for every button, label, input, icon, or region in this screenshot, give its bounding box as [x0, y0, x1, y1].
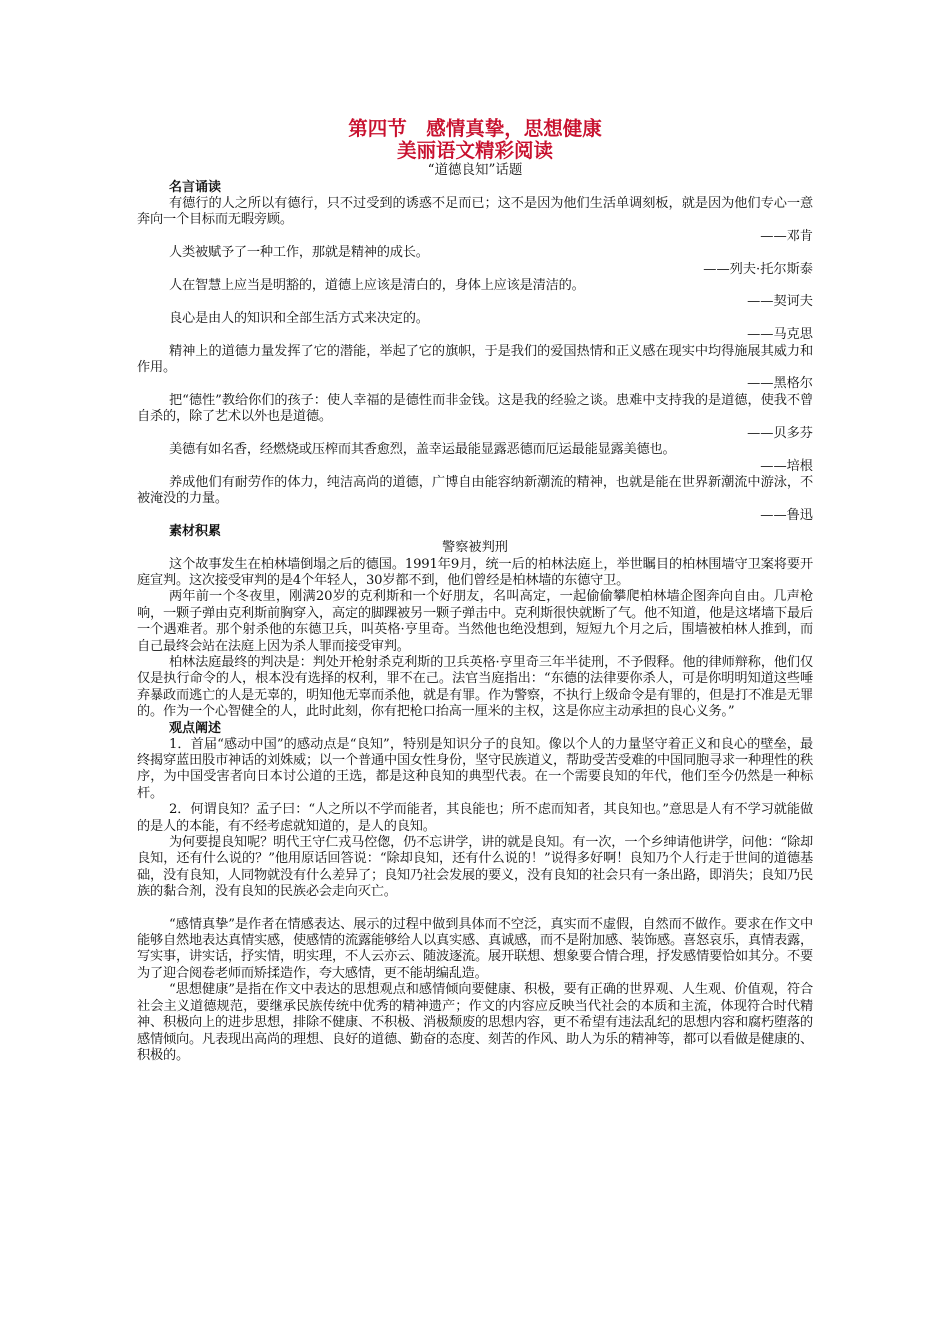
quote-text: 有德行的人之所以有德行，只不过受到的诱惑不足而已；这不是因为他们生活单调刻板，就是因为他们专心一意奔向一个目标而无暇旁顾。 [137, 196, 813, 228]
story-paragraph: 两年前一个冬夜里，刚满20岁的克利斯和一个好朋友，名叫高定，一起偷偷攀爬柏林墙企图奔向自由。几声枪响，一颗子弹由克利斯前胸穿入，高定的脚踝被另一颗子弹击中。克利斯很快就断了气。他不知道，他是这堵墙下最后一个遇难者。那个射杀他的东德卫兵，叫英格·亨里奇。当然他也绝没想到，短短九个月之后，围墙被柏林人推到，而自己最终会站在法庭上因为杀人罪而接受审判。 [137, 589, 813, 654]
explanation-paragraph: “感情真挚”是作者在情感表达、展示的过程中做到具体而不空泛，真实而不虚假，自然而不做作。要求在作文中能够自然地表达真情实感，使感情的流露能够给人以真实感、真诚感，而不是附加感、装饰感。喜怒哀乐，真情表露，写实事，讲实话，抒实情，明实理，不人云亦云、随波逐流。展开联想、想象要合情合理，抒发感情要恰如其分。不要为了迎合阅卷老师而矫揉造作，夸大感情，更不能胡编乱造。 [137, 916, 813, 981]
quote-source: ——契诃夫 [747, 294, 813, 310]
quotes-heading: 名言诵读 [169, 180, 222, 195]
quote-source: ——鲁迅 [760, 507, 813, 523]
quote-text: 把“德性”教给你们的孩子：使人幸福的是德性而非金钱。这是我的经验之谈。患难中支持我的是道德，使我不曾自杀的，除了艺术以外也是道德。 [137, 392, 813, 425]
viewpoint-heading: 观点阐述 [169, 720, 222, 736]
quote-source: ——培根 [760, 458, 813, 474]
section-spacer [137, 901, 813, 917]
explanation-paragraph: “思想健康”是指在作文中表达的思想观点和感情倾向要健康、积极，要有正确的世界观、人生观、价值观，符合社会主义道德规范，要继承民族传统中优秀的精神遗产；作文的内容应反映当代社会的本质和主流，体现符合时代精神、积极向上的进步思想，排除不健康、不积极、消极颓废的思想内容，更不希望有违法乱纪的思想内容和腐朽堕落的感情倾向。凡表现出高尚的理想、良好的道德、勤奋的态度、刻苦的作风、助人为乐的精神等，都可以看做是健康的、积极的。 [137, 982, 813, 1063]
viewpoint-paragraph: 为何要提良知呢？明代王守仁戎马倥偬，仍不忘讲学，讲的就是良知。有一次，一个乡绅请他讲学，问他：“除却良知，还有什么说的？”他用原话回答说：“除却良知，还有什么说的！”说得多好啊！良知乃个人行走于世间的道德基础，没有良知，人同物就没有什么差异了；良知乃社会发展的要义，没有良知的社会只有一条出路，即消失；良知乃民族的黏合剂，没有良知的民族必会走向灭亡。 [137, 835, 813, 900]
quote-text: 人类被赋予了一种工作，那就是精神的成长。 [169, 245, 429, 261]
topic-subtitle: “道德良知”话题 [427, 162, 523, 178]
quote-text: 良心是由人的知识和全部生活方式来决定的。 [169, 310, 429, 326]
page-title-secondary: 美丽语文精彩阅读 [396, 139, 553, 162]
quote-source: ——马克思 [747, 327, 813, 343]
quote-text: 精神上的道德力量发挥了它的潜能，举起了它的旗帜，于是我们的爱国热情和正义感在现实中均得施展其威力和作用。 [137, 343, 813, 376]
viewpoint-paragraph: 2．何谓良知？孟子曰：“人之所以不学而能者，其良能也；所不虑而知者，其良知也。”意思是人有不学习就能做的是人的本能，有不经考虑就知道的，是人的良知。 [137, 802, 813, 834]
document-page [137, 118, 813, 1064]
quote-text: 养成他们有耐劳作的体力，纯洁高尚的道德，广博自由能容纳新潮流的精神，也就是能在世界新潮流中游泳，不被淹没的力量。 [137, 474, 813, 507]
material-heading: 素材积累 [169, 524, 222, 540]
quotes-list [137, 196, 813, 524]
quote-source: ——贝多芬 [747, 425, 813, 441]
story-title: 警察被判刑 [442, 540, 508, 556]
quote-source: ——列夫·托尔斯泰 [703, 261, 813, 277]
story-paragraph: 这个故事发生在柏林墙倒塌之后的德国。1991年9月，统一后的柏林法庭上，举世瞩目的柏林围墙守卫案将要开庭宣判。这次接受审判的是4个年轻人，30岁都不到，他们曾经是柏林墙的东德守卫。 [137, 556, 813, 588]
story-paragraph: 柏林法庭最终的判决是：判处开枪射杀克利斯的卫兵英格·亨里奇三年半徒刑，不予假释。他的律师辩称，他们仅仅是执行命令的人，根本没有选择的权利，罪不在己。法官当庭指出：“东德的法律要你杀人，可是你明明知道这些唾弃暴政而逃亡的人是无辜的，明知他无辜而杀他，就是有罪。作为警察，不执行上级命令是有罪的，但是打不准是无罪的。作为一个心智健全的人，此时此刻，你有把枪口抬高一厘米的主权，这是你应主动承担的良心义务。” [137, 654, 813, 720]
quote-text: 人在智慧上应当是明豁的，道德上应该是清白的，身体上应该是清洁的。 [169, 278, 585, 294]
quote-text: 美德有如名香，经燃烧或压榨而其香愈烈，盖幸运最能显露恶德而厄运最能显露美德也。 [169, 442, 676, 458]
quote-source: ——黑格尔 [747, 376, 813, 392]
quote-source: ——邓肯 [760, 228, 813, 244]
viewpoint-paragraph: 1．首届“感动中国”的感动点是“良知”，特别是知识分子的良知。像以个人的力量坚守着正义和良心的壁垒，最终揭穿蓝田股市神话的刘姝威；以一个普通中国女性身份，坚守民族道义，帮助受苦受难的中国同胞寻求一种理性的秩序，为中国受害者向日本讨公道的王选，都是这种良知的典型代表。在一个需要良知的年代，他们至今仍然是一种标杆。 [137, 736, 813, 801]
page-title: 第四节 感情真挚，思想健康 [348, 117, 602, 140]
